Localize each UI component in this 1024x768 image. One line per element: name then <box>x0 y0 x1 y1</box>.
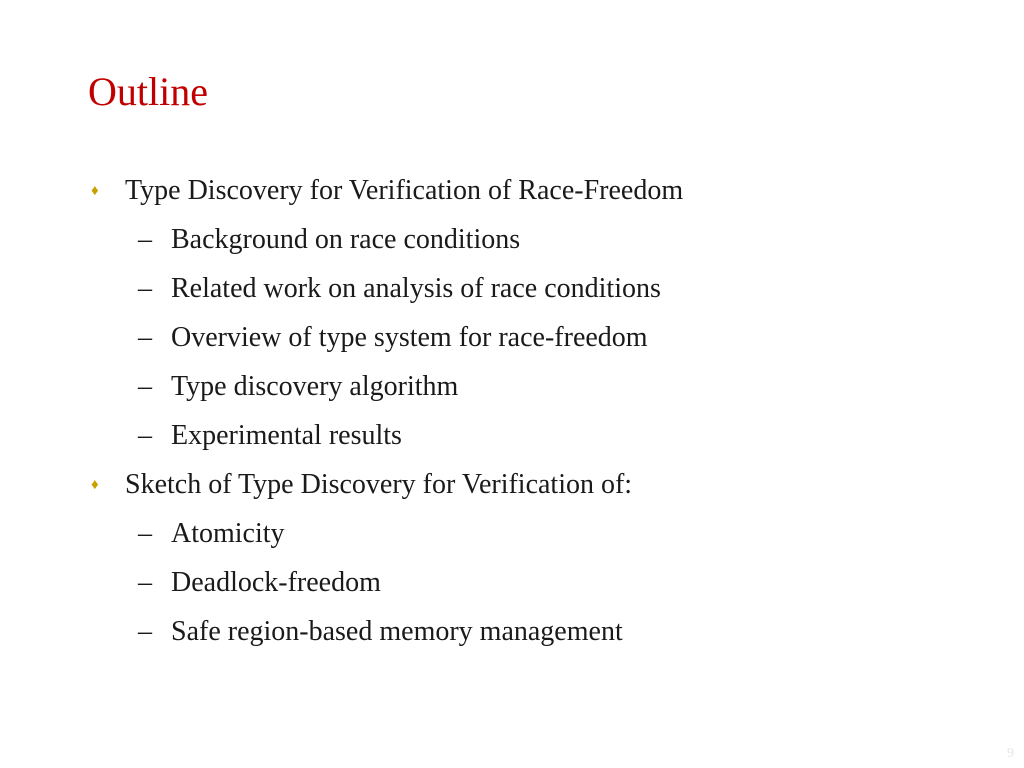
sub-bullet-text: Related work on analysis of race conditions <box>171 273 661 304</box>
sub-bullet-item <box>0 264 1024 313</box>
sub-bullet-item <box>0 362 1024 411</box>
outline-list <box>0 166 1024 656</box>
sub-bullet-text: Experimental results <box>171 420 402 451</box>
bullet-text: Sketch of Type Discovery for Verification of: <box>125 469 633 500</box>
diamond-bullet-icon: ♦ <box>91 477 99 493</box>
diamond-bullet-icon: ♦ <box>91 183 99 199</box>
sub-bullet-item <box>0 607 1024 656</box>
dash-bullet-icon: – <box>138 224 152 255</box>
dash-bullet-icon: – <box>138 273 152 304</box>
dash-bullet-icon: – <box>138 518 152 549</box>
sub-bullet-text: Atomicity <box>171 518 285 549</box>
bullet-text: Type Discovery for Verification of Race-Freedom <box>125 175 684 206</box>
sub-bullet-item <box>0 313 1024 362</box>
sub-bullet-item <box>0 509 1024 558</box>
sub-bullet-item <box>0 411 1024 460</box>
dash-bullet-icon: – <box>138 322 152 353</box>
bullet-item <box>0 166 1024 215</box>
bullet-item <box>0 460 1024 509</box>
dash-bullet-icon: – <box>138 420 152 451</box>
sub-bullet-text: Overview of type system for race-freedom <box>171 322 648 353</box>
sub-bullet-text: Safe region-based memory management <box>171 616 623 647</box>
sub-bullet-text: Deadlock-freedom <box>171 567 381 598</box>
dash-bullet-icon: – <box>138 371 152 402</box>
page-number: 9 <box>1007 746 1014 761</box>
slide-title: Outline <box>88 69 208 114</box>
sub-bullet-text: Background on race conditions <box>171 224 521 255</box>
sub-bullet-text: Type discovery algorithm <box>171 371 459 402</box>
dash-bullet-icon: – <box>138 567 152 598</box>
sub-bullet-item <box>0 215 1024 264</box>
sub-bullet-item <box>0 558 1024 607</box>
dash-bullet-icon: – <box>138 616 152 647</box>
